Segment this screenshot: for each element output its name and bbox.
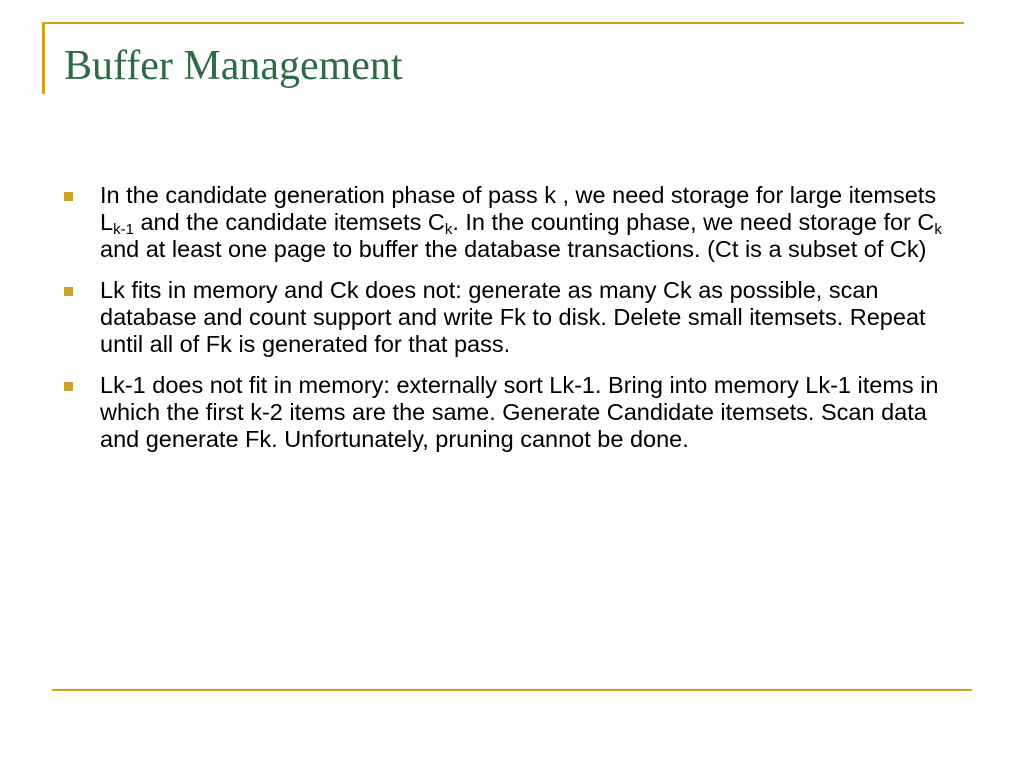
bullet-text: Lk fits in memory and Ck does not: generate as many Ck as possible, scan database and count support and write Fk to disk. Delete small itemsets. Repeat until all of Fk is generated for that pass. bbox=[100, 277, 926, 357]
bullet-item bbox=[64, 372, 964, 453]
subscript: k bbox=[934, 221, 942, 238]
bullet-text: In the candidate generation phase of pass k , we need storage for large itemsets $L_{k-1}$ and the candidate itemsets $C_k$. In the counting phase, we need storage for $C_k$ and at least one page to buffer the database transactions. (Ct is a subset of Ck) bbox=[100, 182, 942, 262]
bullet-item bbox=[64, 182, 964, 263]
square-bullet-icon bbox=[64, 382, 73, 391]
subscript: k-1 bbox=[113, 221, 134, 238]
slide-title: Buffer Management bbox=[64, 43, 403, 89]
subscript: k bbox=[444, 221, 453, 238]
title-top-rule bbox=[42, 22, 964, 24]
title-left-rule bbox=[42, 22, 45, 94]
bullet-list bbox=[64, 182, 964, 467]
footer-rule bbox=[52, 689, 972, 691]
bullet-text: Lk-1 does not fit in memory: externally sort Lk-1. Bring into memory Lk-1 items in which the first k-2 items are the same. Generate Candidate itemsets. Scan data and generate Fk. Unfortunately, pruning cannot be done. bbox=[100, 372, 939, 452]
square-bullet-icon bbox=[64, 287, 73, 296]
square-bullet-icon bbox=[64, 192, 73, 201]
bullet-item bbox=[64, 277, 964, 358]
